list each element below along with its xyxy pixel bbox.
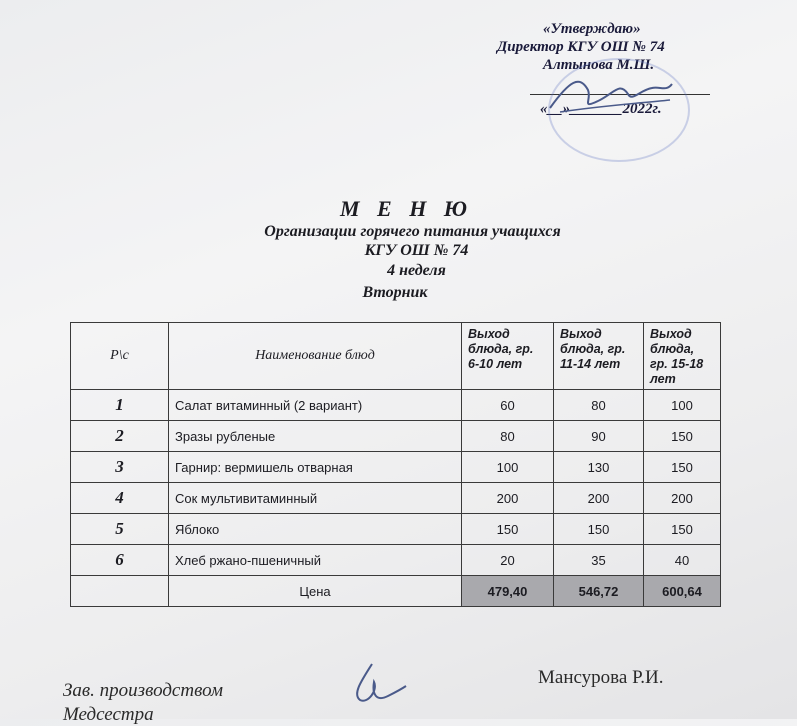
table-row bbox=[71, 545, 721, 576]
row-number: 5 bbox=[71, 514, 169, 545]
menu-table bbox=[70, 322, 721, 607]
header-number: Р\с bbox=[71, 323, 169, 390]
nurse-label: Медсестра bbox=[63, 704, 154, 725]
row-number: 1 bbox=[71, 390, 169, 421]
price-15-18: 600,64 bbox=[644, 576, 721, 607]
portion-15-18: 100 bbox=[644, 390, 721, 421]
header-portion-11-14: Выход блюда, гр. 11-14 лет bbox=[554, 323, 644, 390]
portion-6-10: 20 bbox=[462, 545, 554, 576]
header-portion-6-10: Выход блюда, гр. 6-10 лет bbox=[462, 323, 554, 390]
director-signature-icon bbox=[540, 70, 680, 120]
portion-15-18: 150 bbox=[644, 514, 721, 545]
week-title: 4 неделя bbox=[387, 262, 446, 279]
approval-heading: «Утверждаю» bbox=[543, 21, 641, 37]
portion-11-14: 150 bbox=[554, 514, 644, 545]
organization-title: Организации горячего питания учащихся bbox=[264, 223, 561, 240]
dish-name: Зразы рубленые bbox=[169, 421, 462, 452]
portion-15-18: 150 bbox=[644, 421, 721, 452]
row-number: 4 bbox=[71, 483, 169, 514]
portion-11-14: 90 bbox=[554, 421, 644, 452]
header-portion-15-18: Выход блюда, гр. 15-18 лет bbox=[644, 323, 721, 390]
price-6-10: 479,40 bbox=[462, 576, 554, 607]
row-number: 6 bbox=[71, 545, 169, 576]
row-number: 2 bbox=[71, 421, 169, 452]
price-11-14: 546,72 bbox=[554, 576, 644, 607]
dish-name: Салат витаминный (2 вариант) bbox=[169, 390, 462, 421]
responsible-name: Мансурова Р.И. bbox=[538, 667, 664, 688]
production-head-label: Зав. производством bbox=[63, 680, 223, 701]
portion-15-18: 150 bbox=[644, 452, 721, 483]
table-header-row bbox=[71, 323, 721, 390]
price-row bbox=[71, 576, 721, 607]
price-empty-cell bbox=[71, 576, 169, 607]
approval-position: Директор КГУ ОШ № 74 bbox=[497, 39, 665, 55]
day-title: Вторник bbox=[362, 284, 428, 301]
table-row bbox=[71, 452, 721, 483]
portion-6-10: 60 bbox=[462, 390, 554, 421]
portion-6-10: 100 bbox=[462, 452, 554, 483]
portion-6-10: 200 bbox=[462, 483, 554, 514]
portion-11-14: 35 bbox=[554, 545, 644, 576]
table-row bbox=[71, 390, 721, 421]
price-label: Цена bbox=[169, 576, 462, 607]
header-dish-name: Наименование блюд bbox=[169, 323, 462, 390]
dish-name: Сок мультивитаминный bbox=[169, 483, 462, 514]
portion-6-10: 150 bbox=[462, 514, 554, 545]
dish-name: Гарнир: вермишель отварная bbox=[169, 452, 462, 483]
dish-name: Хлеб ржано-пшеничный bbox=[169, 545, 462, 576]
table-row bbox=[71, 421, 721, 452]
row-number: 3 bbox=[71, 452, 169, 483]
portion-6-10: 80 bbox=[462, 421, 554, 452]
dish-name: Яблоко bbox=[169, 514, 462, 545]
portion-15-18: 200 bbox=[644, 483, 721, 514]
table-row bbox=[71, 483, 721, 514]
portion-11-14: 130 bbox=[554, 452, 644, 483]
table-row bbox=[71, 514, 721, 545]
portion-15-18: 40 bbox=[644, 545, 721, 576]
approval-date: «__»_______2022г. bbox=[540, 101, 662, 117]
production-signature-icon bbox=[342, 660, 412, 710]
portion-11-14: 80 bbox=[554, 390, 644, 421]
school-title: КГУ ОШ № 74 bbox=[364, 242, 469, 259]
approval-person: Алтынова М.Ш. bbox=[543, 57, 655, 73]
portion-11-14: 200 bbox=[554, 483, 644, 514]
menu-title: М Е Н Ю bbox=[339, 196, 474, 221]
